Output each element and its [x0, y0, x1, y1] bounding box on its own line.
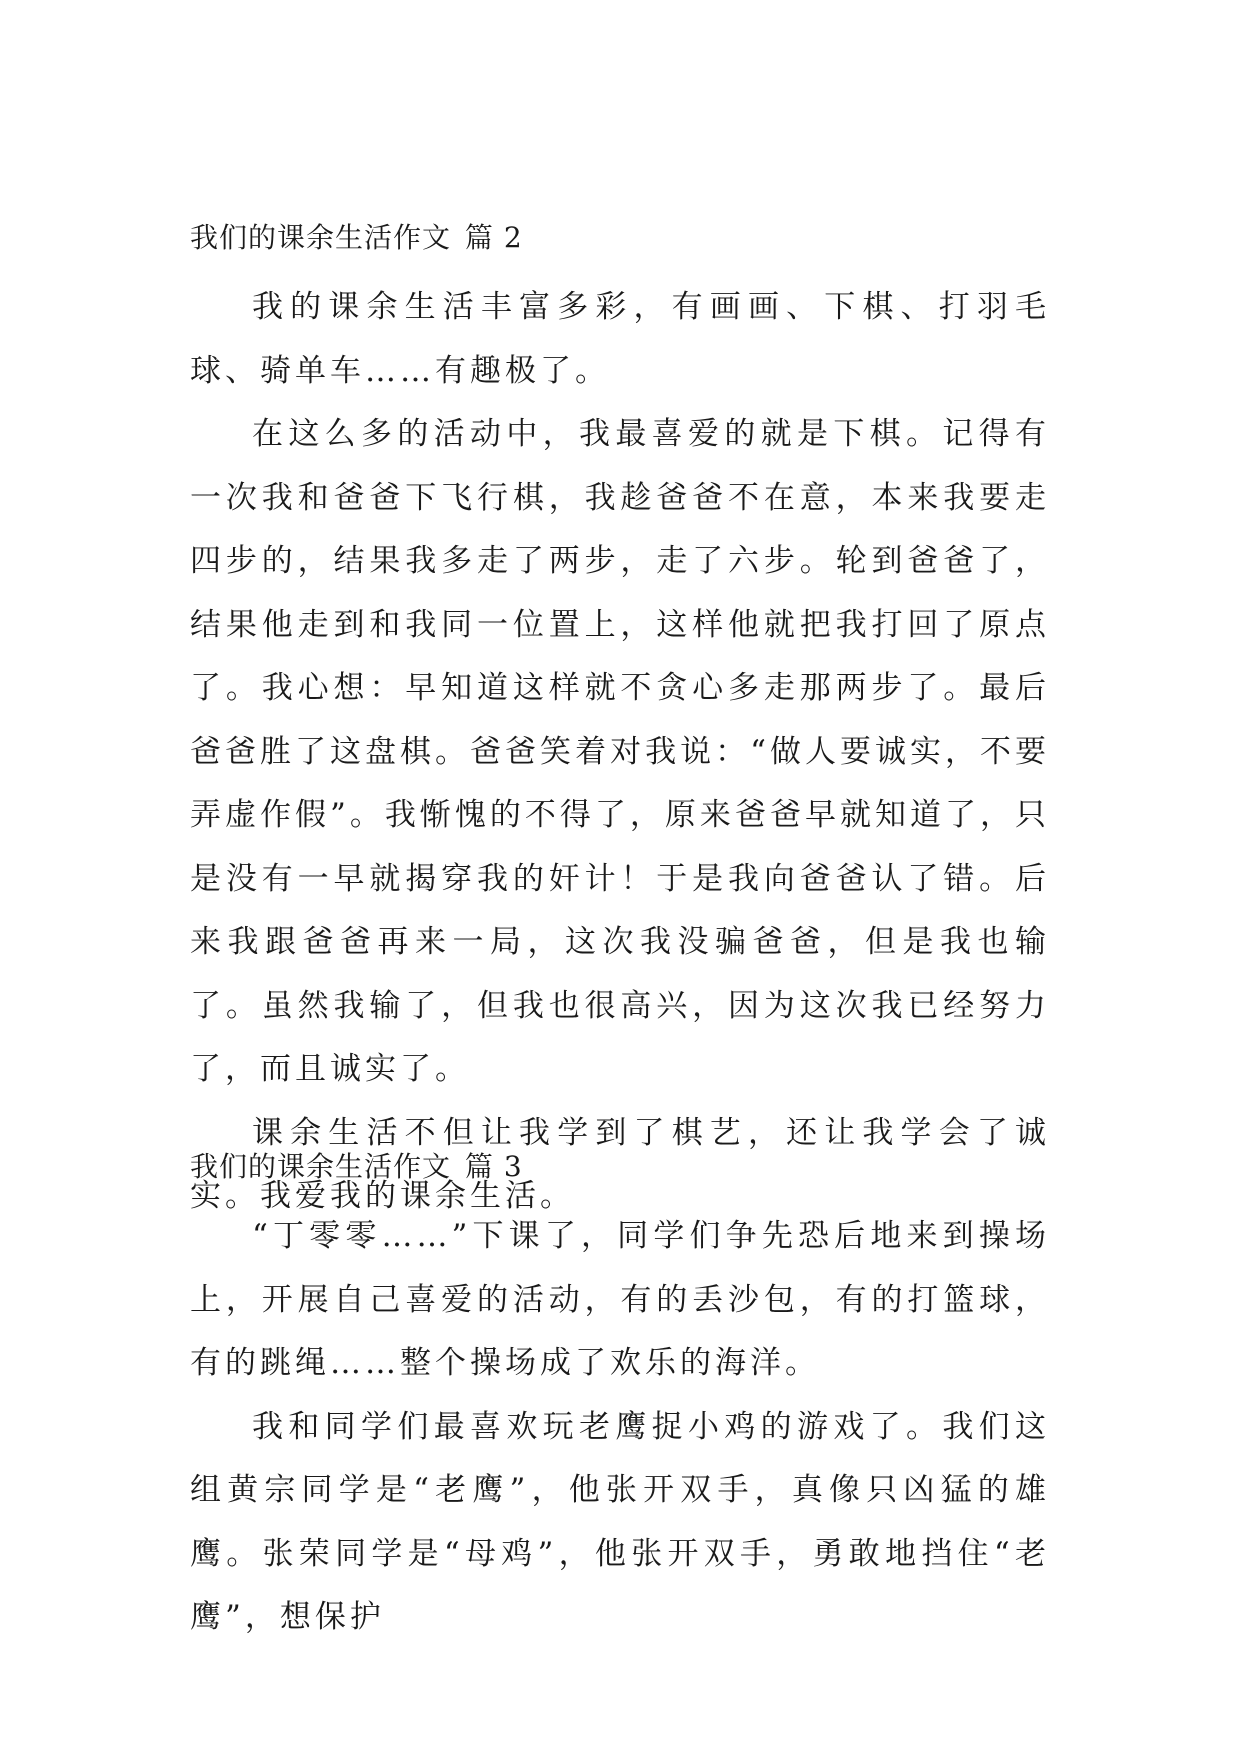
- section-number: 篇 3: [464, 1150, 523, 1183]
- essay-section-3: [190, 1147, 1050, 1650]
- essay-section-2: [190, 218, 1050, 1229]
- paragraph: 我的课余生活丰富多彩，有画画、下棋、打羽毛球、骑单车……有趣极了。: [190, 289, 1050, 389]
- section-title: 我们的课余生活作文: [190, 221, 452, 254]
- section-heading: [190, 218, 1050, 258]
- paragraph: “丁零零……”下课了，同学们争先恐后地来到操场上，开展自己喜爱的活动，有的丢沙包，有的打篮球，有的跳绳……整个操场成了欢乐的海洋。: [190, 1218, 1050, 1381]
- paragraph: 课余生活不但让我学到了棋艺，还让我学会了诚实。我爱我的课余生活。: [190, 1114, 1050, 1214]
- section-heading: [190, 1147, 1050, 1187]
- section-number: 篇 2: [464, 221, 523, 254]
- paragraph: 在这么多的活动中，我最喜爱的就是下棋。记得有一次我和爸爸下飞行棋，我趁爸爸不在意，本来我要走四步的，结果我多走了两步，走了六步。轮到爸爸了，结果他走到和我同一位置上，这样他就把我打回了原点了。我心想：早知道这样就不贪心多走那两步了。最后爸爸胜了这盘棋。爸爸笑着对我说：“做人要诚实，不要弄虚作假”。我惭愧的不得了，原来爸爸早就知道了，只是没有一早就揭穿我的奸计！于是我向爸爸认了错。后来我跟爸爸再来一局，这次我没骗爸爸，但是我也输了。虽然我输了，但我也很高兴，因为这次我已经努力了，而且诚实了。: [190, 416, 1050, 1087]
- section-title: 我们的课余生活作文: [190, 1150, 452, 1183]
- paragraph: 我和同学们最喜欢玩老鹰捉小鸡的游戏了。我们这组黄宗同学是“老鹰”，他张开双手，真像只凶猛的雄鹰。张荣同学是“母鸡”，他张开双手，勇敢地挡住“老鹰”，想保护: [190, 1408, 1050, 1635]
